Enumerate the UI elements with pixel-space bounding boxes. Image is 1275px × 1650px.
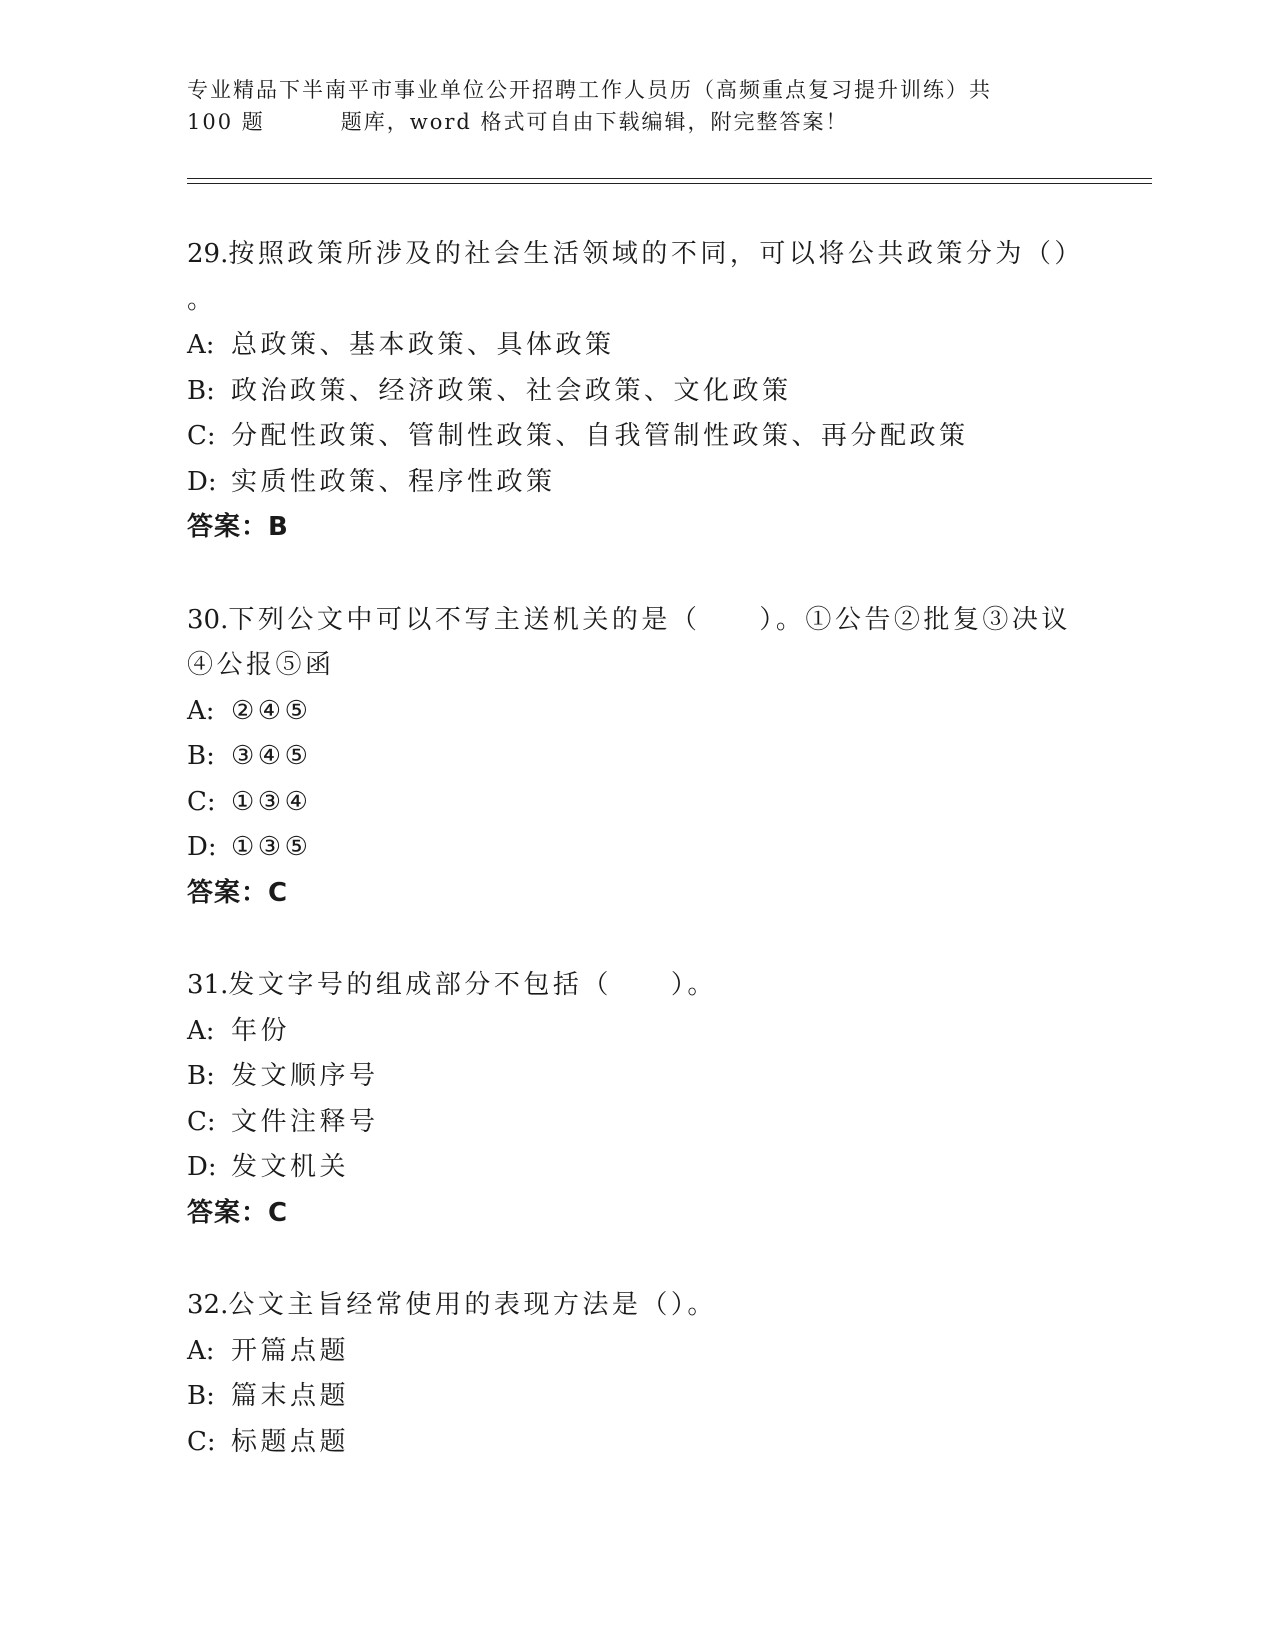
- option-text: 篇末点题: [231, 1381, 350, 1411]
- question-text: [187, 232, 1087, 278]
- option-text: 开篇点题: [231, 1335, 350, 1366]
- option-b: [187, 734, 1087, 780]
- option-key: C:: [187, 1426, 216, 1457]
- option-c: [187, 780, 1087, 826]
- question-text-line-2: 。: [187, 284, 217, 315]
- option-text: 分配性政策、管制性政策、自我管制性政策、再分配政策: [231, 421, 969, 451]
- option-c: [187, 414, 1087, 460]
- option-key: C:: [187, 421, 216, 451]
- question-text-line-1: 下列公文中可以不写主送机关的是（ ）。①公告②批复③决议: [228, 604, 1071, 635]
- option-text: ①③④: [231, 786, 312, 817]
- document-header: [187, 74, 1067, 138]
- option-a: [187, 1329, 1087, 1375]
- option-text: ③④⑤: [231, 741, 312, 771]
- header-title-line-1: 专业精品下半南平市事业单位公开招聘工作人员历（高频重点复习提升训练）共: [187, 78, 992, 102]
- option-text: ①③⑤: [231, 832, 312, 862]
- question-number: 30.: [187, 604, 229, 635]
- option-key: A:: [187, 330, 215, 360]
- option-b: [187, 1374, 1087, 1420]
- option-b: [187, 1054, 1087, 1100]
- question-text: [187, 598, 1087, 644]
- option-key: B:: [187, 375, 215, 406]
- answer-label: 答案：B: [187, 512, 289, 542]
- option-key: A:: [187, 1015, 215, 1046]
- question-text: [187, 1283, 1087, 1329]
- header-rule-top: [187, 178, 1152, 179]
- option-text: 总政策、基本政策、具体政策: [231, 330, 615, 360]
- option-d: [187, 460, 1087, 506]
- question-text-line-1: 发文字号的组成部分不包括（ ）。: [228, 970, 717, 1000]
- option-text: 标题点题: [231, 1426, 350, 1457]
- answer-label: 答案：C: [187, 877, 289, 908]
- question-number: 31.: [187, 970, 229, 1000]
- option-text: 政治政策、经济政策、社会政策、文化政策: [231, 375, 792, 406]
- question-list: [187, 232, 1087, 1465]
- option-key: A:: [187, 695, 215, 726]
- question-32: [187, 1283, 1087, 1465]
- option-d: [187, 825, 1087, 871]
- option-key: A:: [187, 1335, 215, 1366]
- option-key: D:: [187, 1152, 217, 1182]
- option-a: [187, 689, 1087, 735]
- question-text-line-1: 按照政策所涉及的社会生活领域的不同，可以将公共政策分为（）: [228, 239, 1084, 269]
- option-c: [187, 1100, 1087, 1146]
- option-text: 发文顺序号: [231, 1061, 379, 1091]
- question-29: [187, 232, 1087, 551]
- option-key: C:: [187, 1106, 216, 1137]
- header-title-line-2: [187, 106, 1067, 138]
- option-b: [187, 369, 1087, 415]
- option-key: B:: [187, 741, 215, 771]
- option-key: C:: [187, 786, 216, 817]
- header-description: 题库，word 格式可自由下载编辑，附完整答案！: [340, 110, 849, 134]
- question-number: 29.: [187, 239, 229, 269]
- question-text: [187, 963, 1087, 1009]
- answer-label: 答案：C: [187, 1197, 289, 1228]
- question-31: [187, 963, 1087, 1236]
- option-c: [187, 1420, 1087, 1466]
- option-text: 实质性政策、程序性政策: [231, 466, 556, 497]
- question-spacer: [187, 916, 1087, 963]
- question-30: [187, 598, 1087, 917]
- option-text: 年份: [231, 1015, 291, 1046]
- option-text: 文件注释号: [231, 1106, 379, 1137]
- question-text-line-2: ④公报⑤函: [187, 650, 335, 680]
- option-key: D:: [187, 832, 217, 862]
- option-a: [187, 1009, 1087, 1055]
- header-rule-bottom: [187, 183, 1152, 184]
- option-d: [187, 1145, 1087, 1191]
- option-key: B:: [187, 1381, 215, 1411]
- question-text-line-1: 公文主旨经常使用的表现方法是（）。: [228, 1290, 717, 1320]
- question-spacer: [187, 551, 1087, 598]
- question-spacer: [187, 1236, 1087, 1283]
- header-question-count: 100 题: [187, 110, 265, 134]
- option-key: B:: [187, 1061, 215, 1091]
- option-text: ②④⑤: [231, 695, 312, 726]
- question-number: 32.: [187, 1290, 229, 1320]
- option-text: 发文机关: [231, 1152, 350, 1182]
- option-a: [187, 323, 1087, 369]
- option-key: D:: [187, 466, 217, 497]
